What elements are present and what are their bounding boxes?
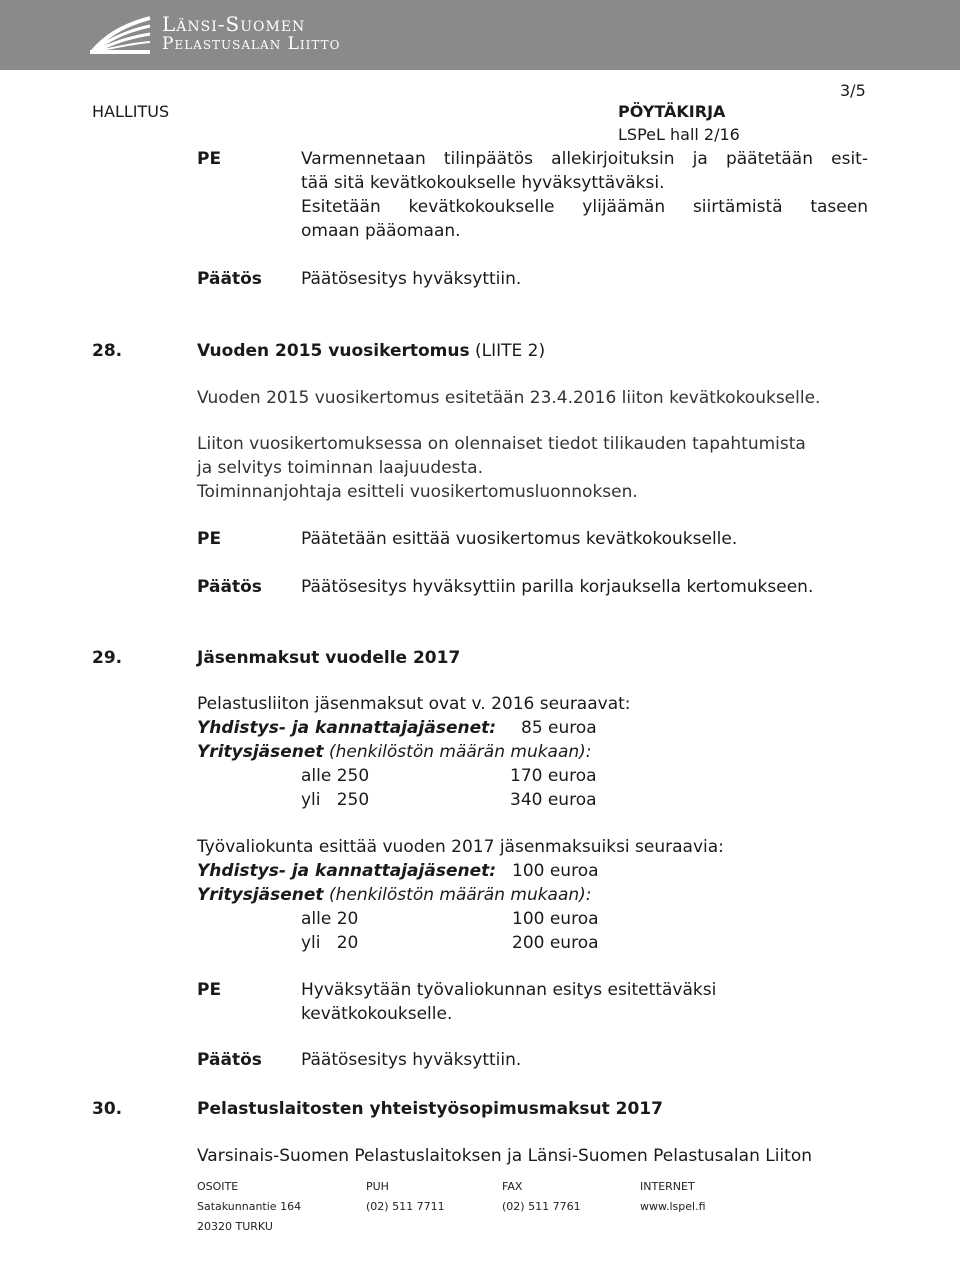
decision-label: Päätös [197,269,262,289]
paragraph: ja selvitys toiminnan laajuudesta. [197,458,483,478]
fee-category-note: (henkilöstön määrän mukaan): [328,885,592,905]
footer-internet-label: INTERNET [640,1180,695,1193]
fee-category-row [197,884,592,906]
fee-category-label: Yritysjäsenet [197,742,324,762]
fee-tier-label: alle 20 [301,909,359,929]
footer-postal: 20320 TURKU [197,1220,273,1233]
footer-phone-label: PUH [366,1180,389,1193]
footer-street: Satakunnantie 164 [197,1200,302,1213]
section-heading [197,340,545,362]
pe-label: PE [197,149,222,169]
pe-label: PE [197,980,222,1000]
pe-text-line: tää sitä kevätkokoukselle hyväksyttäväksi. [301,173,665,193]
pe-text: Päätetään esittää vuosikertomus kevätkokoukselle. [301,529,738,549]
pe-text-line: kevätkokoukselle. [301,1004,453,1024]
footer-address-label: OSOITE [197,1180,239,1193]
pe-text-line: Varmennetaan tilinpäätös allekirjoituksin ja päätetään esit- [301,149,868,169]
fee-category-note: (henkilöstön määrän mukaan): [328,742,592,762]
section-number: 28. [92,341,123,361]
section-title: Vuoden 2015 vuosikertomus [197,341,470,361]
fee-value: 85 euroa [521,718,597,738]
fee-category-label: Yhdistys- ja kannattajajäsenet: [197,861,497,881]
section-attachment: (LIITE 2) [475,341,546,361]
paragraph: Varsinais-Suomen Pelastuslaitoksen ja Länsi-Suomen Pelastusalan Liiton [197,1146,813,1166]
fee-value: 170 euroa [510,766,597,786]
pe-text-line: Hyväksytään työvaliokunnan esitys esitettäväksi [301,980,717,1000]
footer-fax-label: FAX [502,1180,523,1193]
section-number: 30. [92,1099,123,1119]
paragraph: Pelastusliiton jäsenmaksut ovat v. 2016 seuraavat: [197,694,631,714]
section-title: Pelastuslaitosten yhteistyösopimusmaksut 2017 [197,1099,663,1119]
header-banner [0,0,960,70]
paragraph: Työvaliokunta esittää vuoden 2017 jäsenmaksuiksi seuraavia: [197,837,724,857]
footer-phone: (02) 511 7711 [366,1200,445,1213]
page-number: 3/5 [840,81,866,100]
fee-value: 100 euroa [512,909,599,929]
decision-text: Päätösesitys hyväksyttiin. [301,1050,522,1070]
meeting-reference: LSPeL hall 2/16 [618,125,740,144]
document-type: PÖYTÄKIRJA [618,102,726,121]
footer-fax: (02) 511 7761 [502,1200,581,1213]
fee-tier-label: yli 20 [301,933,359,953]
pe-text-line: omaan pääomaan. [301,221,461,241]
paragraph: Liiton vuosikertomuksessa on olennaiset tiedot tilikauden tapahtumista [197,434,806,454]
document-category: HALLITUS [92,102,170,121]
logo-icon [90,12,152,56]
org-name-line1: Länsi-Suomen [162,12,306,36]
fee-value: 200 euroa [512,933,599,953]
fee-category-row [197,741,592,763]
fee-tier-label: yli 250 [301,790,370,810]
paragraph: Toiminnanjohtaja esitteli vuosikertomusluonnoksen. [197,482,638,502]
decision-text: Päätösesitys hyväksyttiin parilla korjauksella kertomukseen. [301,577,814,597]
section-number: 29. [92,648,123,668]
decision-label: Päätös [197,1050,262,1070]
fee-value: 100 euroa [512,861,599,881]
fee-category-label: Yritysjäsenet [197,885,324,905]
decision-text: Päätösesitys hyväksyttiin. [301,269,522,289]
pe-label: PE [197,529,222,549]
fee-value: 340 euroa [510,790,597,810]
paragraph: Vuoden 2015 vuosikertomus esitetään 23.4.2016 liiton kevätkokoukselle. [197,388,821,408]
footer-website-link[interactable]: www.lspel.fi [640,1200,706,1213]
pe-text-line: Esitetään kevätkokoukselle ylijäämän siirtämistä taseen [301,197,868,217]
fee-category-label: Yhdistys- ja kannattajajäsenet: [197,718,497,738]
decision-label: Päätös [197,577,262,597]
section-title: Jäsenmaksut vuodelle 2017 [197,648,461,668]
org-name-line2: Pelastusalan Liitto [162,34,341,54]
fee-tier-label: alle 250 [301,766,370,786]
